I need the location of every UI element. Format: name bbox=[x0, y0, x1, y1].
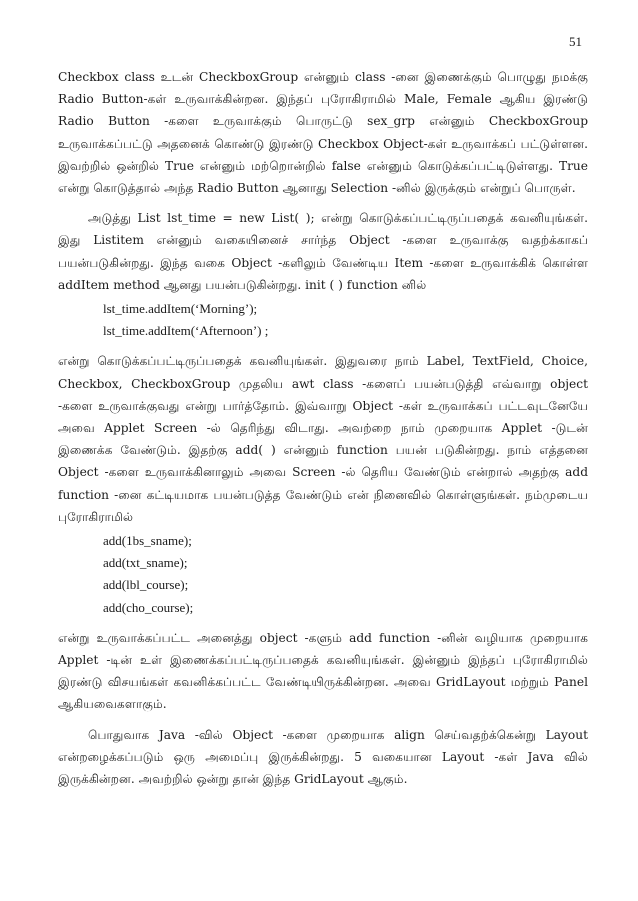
code-line: add(lbl_course); bbox=[103, 577, 189, 593]
spacer bbox=[58, 716, 588, 724]
paragraph-4: என்று உருவாக்கப்பட்ட அனைத்து object -களும் add function -னின் வழியாக முறையாக Applet -டின் உள் இணைக்கப்பட்டிருப்பதைக் கவனியுங்கள். இன்னும் இந்தப் புரோகிராமில் இரண்டு விசயங்கள் கவனிக்கப்பட்ட வேண்டியிருக்கின்றன. அவை GridLayout மற்றும் Panel ஆகியவைகளாகும். bbox=[58, 630, 588, 712]
page-number: 51 bbox=[569, 34, 582, 49]
code-line: add(txt_sname); bbox=[103, 555, 188, 571]
page-body bbox=[58, 66, 588, 790]
spacer bbox=[58, 199, 588, 207]
spacer bbox=[58, 342, 588, 350]
code-block-add bbox=[58, 530, 588, 619]
code-line: lst_time.addItem(‘Morning’); bbox=[103, 301, 258, 317]
paragraph-2: அடுத்து List lst_time = new List( ); என்று கொடுக்கப்பட்டிருப்பதைக் கவனியுங்கள். இது Listitem என்னும் வகையினைச் சார்ந்த Object -களை உருவாக்கு வதற்க்காகப் பயன்படுகின்றது. இந்த வகை Object -களிலும் வேண்டிய Item -களை உருவாக்கிக் கொள்ள addItem method ஆனது பயன்படுகின்றது. init ( ) function னில் bbox=[58, 211, 588, 292]
paragraph-1: Checkbox class உடன் CheckboxGroup என்னும் class -னை இணைக்கும் பொழுது நமக்கு Radio Button-கள் உருவாக்கின்றன. இந்தப் புரோகிராமில் Male, Female ஆகிய இரண்டு Radio Button -களை உருவாக்கும் பொருட்டு sex_grp என்னும் CheckboxGroup உருவாக்கப்பட்டு அதனைக் கொண்டு இரண்டு Checkbox Object-கள் உருவாக்கப் பட்டுள்ளன. இவற்றில் ஒன்றில் True என்னும் மற்றொன்றில் false என்னும் கொடுக்கப்பட்டிடுள்ளது. True என்று கொடுத்தால் அந்த Radio Button ஆனாது Selection -னில் இருக்கும் என்றுப் பொருள். bbox=[58, 70, 588, 196]
code-line: add(1bs_sname); bbox=[103, 533, 192, 549]
code-line: lst_time.addItem(‘Afternoon’) ; bbox=[103, 323, 269, 339]
paragraph-3: என்று கொடுக்கப்பட்டிருப்பதைக் கவனியுங்கள். இதுவரை நாம் Label, TextField, Choice, Checkbox, CheckboxGroup முதலிய awt class -களைப் பயன்படுத்தி எவ்வாறு object -களை உருவாக்குவது என்று பார்த்தோம். இவ்வாறு Object -கள் உருவாக்கப் பட்டவுடனேயே அவை Applet Screen -ல் தெரிந்து விடாது. அவற்றை நாம் முறையாக Applet -டுடன் இணைக்க வேண்டும். இதற்கு add( ) என்னும் function பயன் படுகின்றது. நாம் எத்தனை Object -களை உருவாக்கினாலும் அவை Screen -ல் தெரிய வேண்டும் என்றால் அதற்கு add function -னை கட்டியமாக பயன்படுத்த வேண்டும் என் நினைவில் கொள்ளுங்கள். நம்முடைய புரோகிராமில் bbox=[58, 354, 588, 524]
spacer bbox=[58, 619, 588, 627]
code-block-additem bbox=[58, 298, 588, 342]
paragraph-5: பொதுவாக Java -வில் Object -களை முறையாக align செய்வதற்க்கென்று Layout என்றழைக்கப்படும் ஒரு அமைப்பு இருக்கின்றது. 5 வகையான Layout -கள் Java வில் இருக்கின்றன. அவற்றில் ஒன்று தான் இந்த GridLayout ஆகும். bbox=[58, 727, 588, 787]
code-line: add(cho_course); bbox=[103, 599, 194, 615]
